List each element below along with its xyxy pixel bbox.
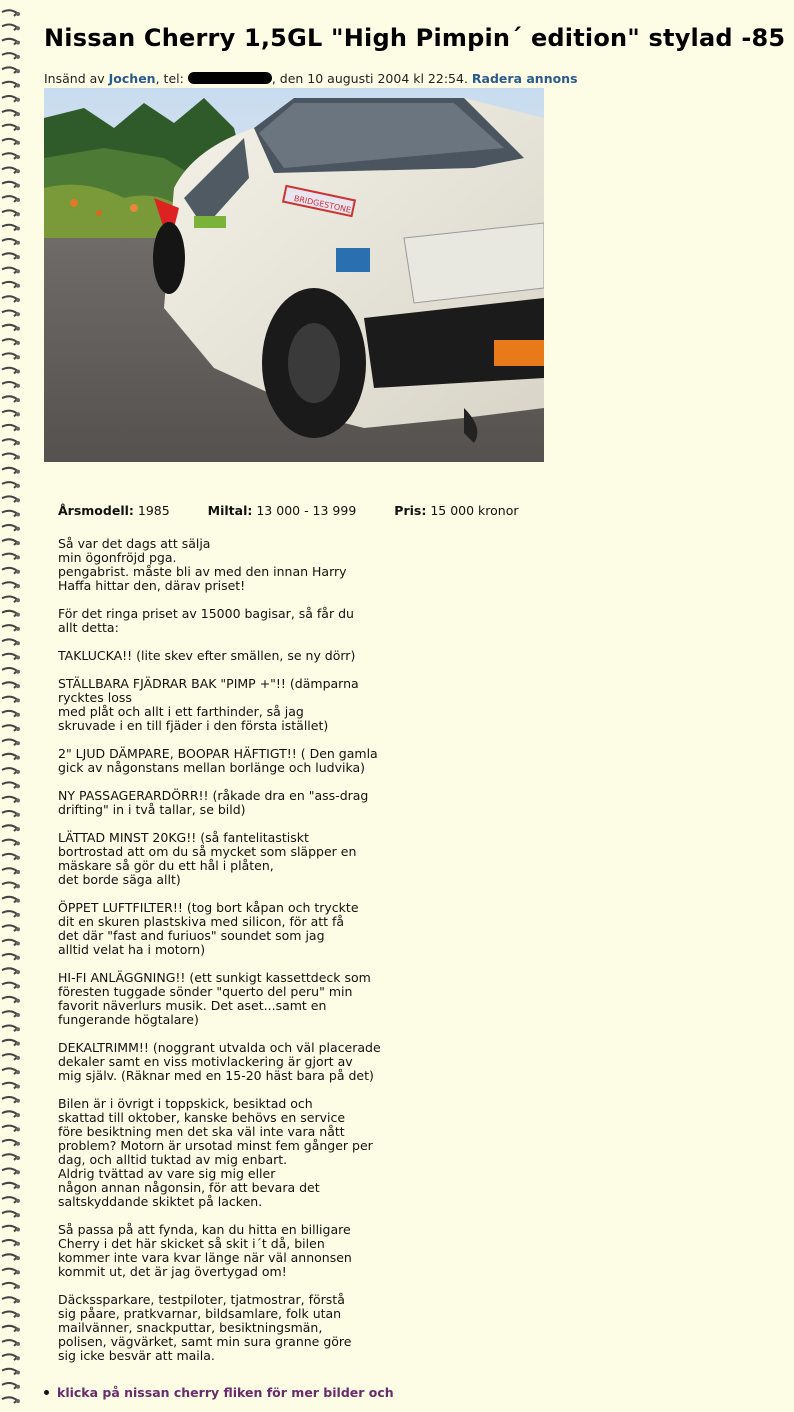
spiral-ring [2, 153, 20, 159]
spiral-ring [2, 82, 20, 88]
spec-mileage: Miltal: 13 000 - 13 999 [207, 503, 357, 518]
spiral-ring [2, 611, 20, 617]
spiral-ring [2, 639, 20, 645]
spiral-ring [2, 868, 20, 874]
spiral-ring [2, 1054, 20, 1060]
spiral-ring [2, 582, 20, 588]
spiral-ring [2, 782, 20, 788]
spiral-ring [2, 1211, 20, 1217]
description-paragraph: 2" LJUD DÄMPARE, BOOPAR HÄFTIGT!! ( Den gamla gick av någonstans mellan borlänge och ludvika) [58, 746, 378, 775]
spiral-ring [2, 711, 20, 717]
spiral-ring [2, 1011, 20, 1017]
spiral-ring [2, 139, 20, 145]
spiral-ring [2, 1254, 20, 1260]
description-paragraph: LÄTTAD MINST 20KG!! (så fantelitastiskt bortrostad att om du så mycket som släpper en mäskare så gör du ett hål i plåten, det borde säga allt) [58, 830, 357, 887]
spiral-ring [2, 1369, 20, 1375]
spiral-ring [2, 768, 20, 774]
spiral-ring [2, 883, 20, 889]
spiral-ring [2, 296, 20, 302]
spiral-ring [2, 411, 20, 417]
spiral-ring [2, 182, 20, 188]
spiral-ring [2, 110, 20, 116]
spiral-ring [2, 1383, 20, 1389]
spiral-ring [2, 1340, 20, 1346]
spiral-ring [2, 597, 20, 603]
description-paragraph: DEKALTRIMM!! (noggrant utvalda och väl placerade dekaler samt en viss motivlackering är gjort av mig själv. (Räknar med en 15-20 häst bara på det) [58, 1040, 381, 1083]
spiral-ring [2, 253, 20, 259]
spiral-ring [2, 1126, 20, 1132]
spiral-ring [2, 210, 20, 216]
spiral-ring [2, 897, 20, 903]
description-paragraph: STÄLLBARA FJÄDRAR BAK "PIMP +"!! (dämparna rycktes loss med plåt och allt i ett farthinder, så jag skruvade i en till fjäder i den första istället) [58, 676, 359, 733]
author-link[interactable]: Jochen [108, 71, 156, 86]
description-paragraph: Däckssparkare, testpiloter, tjatmostrar, förstå sig påare, pratkvarnar, bildsamlare, folk utan mailvänner, snackputtar, besiktningsmän, polisen, vägvärket, samt min sura granne göre sig icke besvär att maila. [58, 1292, 352, 1363]
redacted-phone [188, 72, 272, 84]
spiral-ring [2, 1068, 20, 1074]
spiral-ring [2, 1283, 20, 1289]
spiral-ring [2, 382, 20, 388]
spiral-ring [2, 625, 20, 631]
spiral-ring [2, 1226, 20, 1232]
car-photo [44, 88, 544, 462]
spiral-ring [2, 454, 20, 460]
spiral-ring [2, 25, 20, 31]
spiral-ring [2, 425, 20, 431]
spiral-ring [2, 1297, 20, 1303]
spiral-ring [2, 196, 20, 202]
description-paragraph: För det ringa priset av 15000 bagisar, så får du allt detta: [58, 606, 354, 635]
spiral-ring [2, 654, 20, 660]
spiral-ring [2, 740, 20, 746]
spiral-ring [2, 840, 20, 846]
sticker-text: BRIDGESTONE [293, 193, 352, 215]
spiral-ring [2, 797, 20, 803]
spec-year: Årsmodell: 1985 [58, 503, 170, 518]
spiral-ring [2, 439, 20, 445]
spiral-ring [2, 496, 20, 502]
spec-price: Pris: 15 000 kronor [394, 503, 519, 518]
spiral-ring [2, 368, 20, 374]
spiral-ring [2, 911, 20, 917]
spiral-ring [2, 697, 20, 703]
meta-prefix: Insänd av [44, 71, 105, 86]
spiral-ring [2, 811, 20, 817]
spiral-ring [2, 353, 20, 359]
spiral-ring [2, 983, 20, 989]
bullet-icon [44, 1390, 49, 1395]
spiral-ring [2, 1083, 20, 1089]
description-paragraph: NY PASSAGERARDÖRR!! (råkade dra en "ass-drag drifting" in i två tallar, se bild) [58, 788, 369, 817]
spiral-ring [2, 125, 20, 131]
spiral-binding [0, 0, 26, 1412]
spiral-ring [2, 940, 20, 946]
ad-description [58, 537, 398, 1377]
spiral-ring [2, 1097, 20, 1103]
spiral-ring [2, 1326, 20, 1332]
spiral-ring [2, 854, 20, 860]
spiral-ring [2, 554, 20, 560]
spiral-ring [2, 539, 20, 545]
more-pictures-link[interactable]: klicka på nissan cherry fliken för mer bilder och [57, 1385, 394, 1400]
description-paragraph: TAKLUCKA!! (lite skev efter smällen, se ny dörr) [58, 648, 356, 663]
spiral-ring [2, 96, 20, 102]
description-paragraph: Så passa på att fynda, kan du hitta en billigare Cherry i det här skicket så skit i´t då, bilen kommer inte vara kvar länge när väl annonsen kommit ut, det är jag övertygad om! [58, 1222, 352, 1279]
spiral-ring [2, 925, 20, 931]
spiral-ring [2, 1140, 20, 1146]
spiral-ring [2, 168, 20, 174]
spiral-ring [2, 682, 20, 688]
spiral-ring [2, 997, 20, 1003]
spiral-ring [2, 968, 20, 974]
description-paragraph: ÖPPET LUFTFILTER!! (tog bort kåpan och tryckte dit en skuren plastskiva med silicon, för att få det där "fast and furiuos" soundet som jag alltid velat ha i motorn) [58, 900, 359, 957]
spiral-ring [2, 1169, 20, 1175]
post-date: , den 10 augusti 2004 kl 22:54. [271, 71, 468, 86]
spiral-ring [2, 39, 20, 45]
spiral-ring [2, 954, 20, 960]
spiral-ring [2, 568, 20, 574]
spiral-ring [2, 67, 20, 73]
spiral-ring [2, 511, 20, 517]
spiral-ring [2, 754, 20, 760]
spiral-ring [2, 1397, 20, 1403]
spiral-ring [2, 468, 20, 474]
spiral-ring [2, 1269, 20, 1275]
spiral-ring [2, 225, 20, 231]
spiral-ring [2, 1154, 20, 1160]
ad-meta [44, 71, 578, 86]
tel-label: , tel: [155, 71, 184, 86]
spiral-ring [2, 1312, 20, 1318]
spiral-ring [2, 1111, 20, 1117]
spiral-ring [2, 268, 20, 274]
spiral-ring [2, 668, 20, 674]
spiral-ring [2, 325, 20, 331]
spiral-ring [2, 1354, 20, 1360]
spiral-ring [2, 525, 20, 531]
spiral-ring [2, 53, 20, 59]
spiral-ring [2, 1240, 20, 1246]
ad-specs [58, 503, 553, 518]
spiral-ring [2, 725, 20, 731]
spiral-ring [2, 10, 20, 16]
spiral-ring [2, 825, 20, 831]
spiral-ring [2, 1026, 20, 1032]
footer-list-item [44, 1385, 394, 1400]
spiral-ring [2, 482, 20, 488]
page-title: Nissan Cherry 1,5GL "High Pimpin´ edition" stylad -85 [44, 24, 786, 52]
description-paragraph: Så var det dags att sälja min ögonfröjd pga. pengabrist. måste bli av med den innan Harry Haffa hittar den, därav priset! [58, 536, 347, 593]
description-paragraph: HI-FI ANLÄGGNING!! (ett sunkigt kassettdeck som föresten tuggade sönder "querto del peru" min favorit näverlurs musik. Det aset...samt en fungerande högtalare) [58, 970, 371, 1027]
spiral-ring [2, 311, 20, 317]
spiral-ring [2, 1040, 20, 1046]
spiral-ring [2, 1183, 20, 1189]
delete-ad-link[interactable]: Radera annons [471, 71, 578, 86]
description-paragraph: Bilen är i övrigt i toppskick, besiktad och skattad till oktober, kanske behövs en service före besiktning men det ska väl inte vara nått problem? Motorn är ursotad minst fem gånger per dag, och alltid tuktad av mig enbart. Aldrig tvättad av vare sig mig eller någon annan någonsin, för att bevara det saltskyddande skiktet på lacken. [58, 1096, 373, 1209]
spiral-ring [2, 282, 20, 288]
spiral-ring [2, 239, 20, 245]
spiral-ring [2, 339, 20, 345]
spiral-ring [2, 396, 20, 402]
spiral-ring [2, 1197, 20, 1203]
